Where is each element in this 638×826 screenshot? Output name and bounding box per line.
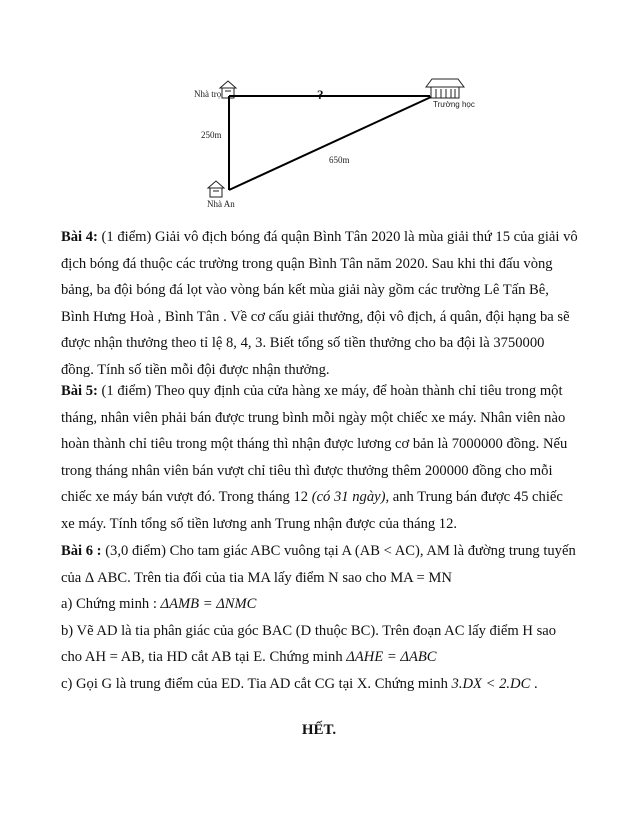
- problem-4-title: Bài 4:: [61, 229, 98, 245]
- problem-6-line-2: của Δ ABC. Trên tia đối của tia MA lấy điểm N sao cho MA = MN: [61, 569, 452, 586]
- part-a-text: a) Chứng minh :: [61, 596, 161, 612]
- part-c-end: .: [530, 675, 538, 692]
- problem-4-line-6: đồng. Tính số tiền mỗi đội được nhận thưởng.: [61, 361, 330, 378]
- problem-6-line-1: [61, 538, 581, 565]
- problem-6-title: Bài 6 :: [61, 543, 102, 559]
- part-c-math: 3.DX < 2.DC: [451, 675, 531, 692]
- problem-6-part-a: [61, 591, 581, 618]
- problem-6-part-b-line-1: b) Vẽ AD là tia phân giác của góc BAC (D thuộc BC). Trên đoạn AC lấy điểm H sao: [61, 622, 557, 639]
- problem-5-line-6: xe máy. Tính tổng số tiền lương anh Trung nhận được của tháng 12.: [61, 515, 458, 532]
- problem-4: [61, 224, 581, 383]
- problem-6-part-c: [61, 671, 581, 698]
- distance-diagram: [0, 0, 638, 215]
- problem-5-line-5-b: , anh Trung bán được 45 chiếc: [385, 489, 563, 505]
- school-icon: [426, 79, 464, 98]
- problem-4-line-5: được nhận thưởng theo tỉ lệ 8, 4, 3. Biết tổng số tiền thưởng cho ba đội là 3750000: [61, 335, 545, 351]
- problem-5-text: (1 điểm) Theo quy định của cửa hàng xe máy, để hoàn thành chỉ tiêu trong một: [97, 383, 563, 399]
- label-truong-hoc: Trường học: [433, 100, 475, 109]
- problem-5-line-3: hoàn thành chỉ tiêu trong một tháng thì nhận được lương cơ bản là 7000000 đồng. Nếu: [61, 436, 568, 452]
- problem-6: [61, 538, 581, 697]
- label-question: ?: [317, 87, 324, 102]
- house-icon-nha-an: [208, 181, 224, 197]
- problem-5-line-1: [61, 378, 581, 405]
- problem-5-days-note: (có 31 ngày): [311, 489, 386, 505]
- label-nha-an: Nhà An: [207, 199, 235, 209]
- problem-5: [61, 378, 581, 537]
- label-nha-tro: Nhà trọ: [194, 89, 222, 99]
- label-250m: 250m: [201, 130, 222, 140]
- problem-5-title: Bài 5:: [61, 383, 98, 399]
- problem-6-text: (3,0 điểm) Cho tam giác ABC vuông tại A (AB < AC), AM là đường trung tuyến: [101, 543, 576, 559]
- problem-4-text: (1 điểm) Giải vô địch bóng đá quận Bình Tân 2020 là mùa giải thứ 15 của giải vô: [97, 229, 578, 245]
- problem-4-line-4: Bình Hưng Hoà , Bình Tân . Về cơ cấu giải thưởng, đội vô địch, á quân, đội hạng ba sẽ: [61, 308, 570, 325]
- part-c-text: c) Gọi G là trung điểm của ED. Tia AD cắt CG tại X. Chứng minh: [61, 675, 452, 692]
- part-a-math: ΔAMB = ΔNMC: [160, 596, 257, 612]
- problem-5-line-5: [61, 484, 581, 511]
- end-marker: HẾT.: [301, 722, 337, 738]
- problem-5-line-2: tháng, nhân viên phải bán được trung bình mỗi ngày một chiếc xe máy. Nhân viên nào: [61, 409, 566, 426]
- problem-4-line-1: [61, 224, 581, 251]
- problem-6-part-b-line-2: [61, 644, 581, 671]
- problem-5-line-5-a: chiếc xe máy bán vượt đó. Trong tháng 12: [61, 489, 312, 505]
- part-b-text: cho AH = AB, tia HD cắt AB tại E. Chứng minh: [61, 649, 347, 665]
- problem-4-line-2: địch bóng đá thuộc các trường trong quận Bình Tân năm 2020. Sau khi thi đấu vòng: [61, 255, 553, 272]
- part-b-math: ΔAHE = ΔABC: [346, 649, 437, 665]
- problem-4-line-3: bảng, ba đội bóng đá lọt vào vòng bán kết mùa giải này gồm các trường Lê Tấn Bê,: [61, 282, 549, 298]
- label-650m: 650m: [329, 155, 350, 165]
- line-nha-an-to-school: [229, 97, 431, 190]
- problem-5-line-4: trong tháng nhân viên bán vượt chỉ tiêu thì được thưởng thêm 200000 đồng cho mỗi: [61, 462, 553, 479]
